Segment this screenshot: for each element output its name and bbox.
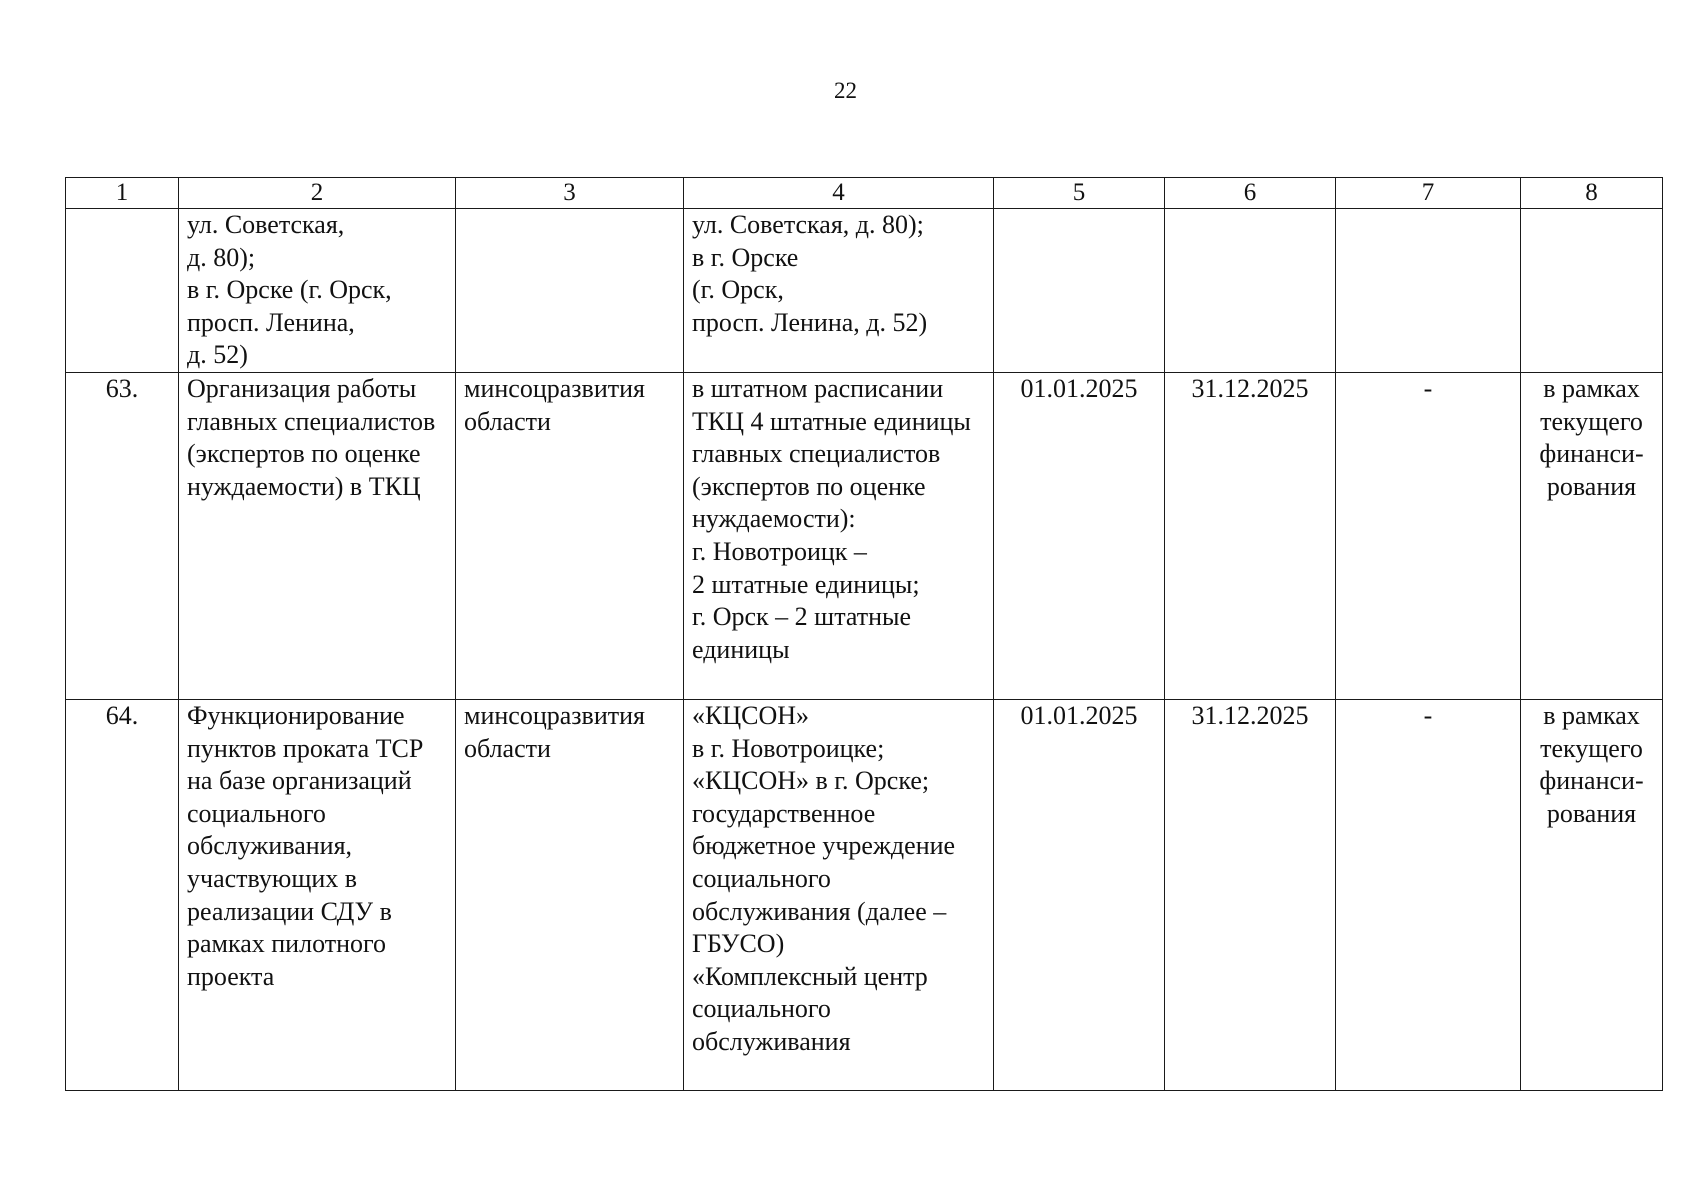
- col7-cell: -: [1336, 373, 1521, 700]
- page-number: 22: [834, 78, 857, 103]
- start-date-cell: 01.01.2025: [994, 373, 1165, 700]
- activity-cell: ул. Советская, д. 80); в г. Орске (г. Орск, просп. Ленина, д. 52): [179, 209, 456, 373]
- result-cell: «КЦСОН» в г. Новотроицке; «КЦСОН» в г. Орске; государственное бюджетное учреждение социального обслуживания (далее – ГБУСО) «Комплексный центр социального обслуживания: [684, 700, 994, 1091]
- header-cell: 8: [1521, 178, 1663, 209]
- row-number: [66, 209, 179, 373]
- financing-cell: [1521, 209, 1663, 373]
- end-date-cell: [1165, 209, 1336, 373]
- header-cell: 4: [684, 178, 994, 209]
- result-cell: ул. Советская, д. 80); в г. Орске (г. Орск, просп. Ленина, д. 52): [684, 209, 994, 373]
- header-cell: 2: [179, 178, 456, 209]
- activity-cell: Функционирование пунктов проката ТСР на базе организаций социального обслуживания, участвующих в реализации СДУ в рамках пилотного проекта: [179, 700, 456, 1091]
- start-date-cell: 01.01.2025: [994, 700, 1165, 1091]
- row-number: 63.: [66, 373, 179, 700]
- activity-cell: Организация работы главных специалистов (экспертов по оценке нуждаемости) в ТКЦ: [179, 373, 456, 700]
- header-cell: 6: [1165, 178, 1336, 209]
- financing-cell: в рамках текущего финанси-рования: [1521, 700, 1663, 1091]
- measures-table: [65, 177, 1663, 1091]
- row-number: 64.: [66, 700, 179, 1091]
- end-date-cell: 31.12.2025: [1165, 373, 1336, 700]
- result-cell: в штатном расписании ТКЦ 4 штатные единицы главных специалистов (экспертов по оценке нуждаемости): г. Новотроицк – 2 штатные единицы; г. Орск – 2 штатные единицы: [684, 373, 994, 700]
- executor-cell: [456, 209, 684, 373]
- header-cell: 7: [1336, 178, 1521, 209]
- financing-cell: в рамках текущего финанси-рования: [1521, 373, 1663, 700]
- table-row: [66, 209, 1663, 373]
- table-row: [66, 373, 1663, 700]
- end-date-cell: 31.12.2025: [1165, 700, 1336, 1091]
- header-cell: 5: [994, 178, 1165, 209]
- header-row: [66, 178, 1663, 209]
- header-cell: 1: [66, 178, 179, 209]
- col7-cell: -: [1336, 700, 1521, 1091]
- executor-cell: минсоцразвития области: [456, 373, 684, 700]
- col7-cell: [1336, 209, 1521, 373]
- start-date-cell: [994, 209, 1165, 373]
- table-row: [66, 700, 1663, 1091]
- header-cell: 3: [456, 178, 684, 209]
- executor-cell: минсоцразвития области: [456, 700, 684, 1091]
